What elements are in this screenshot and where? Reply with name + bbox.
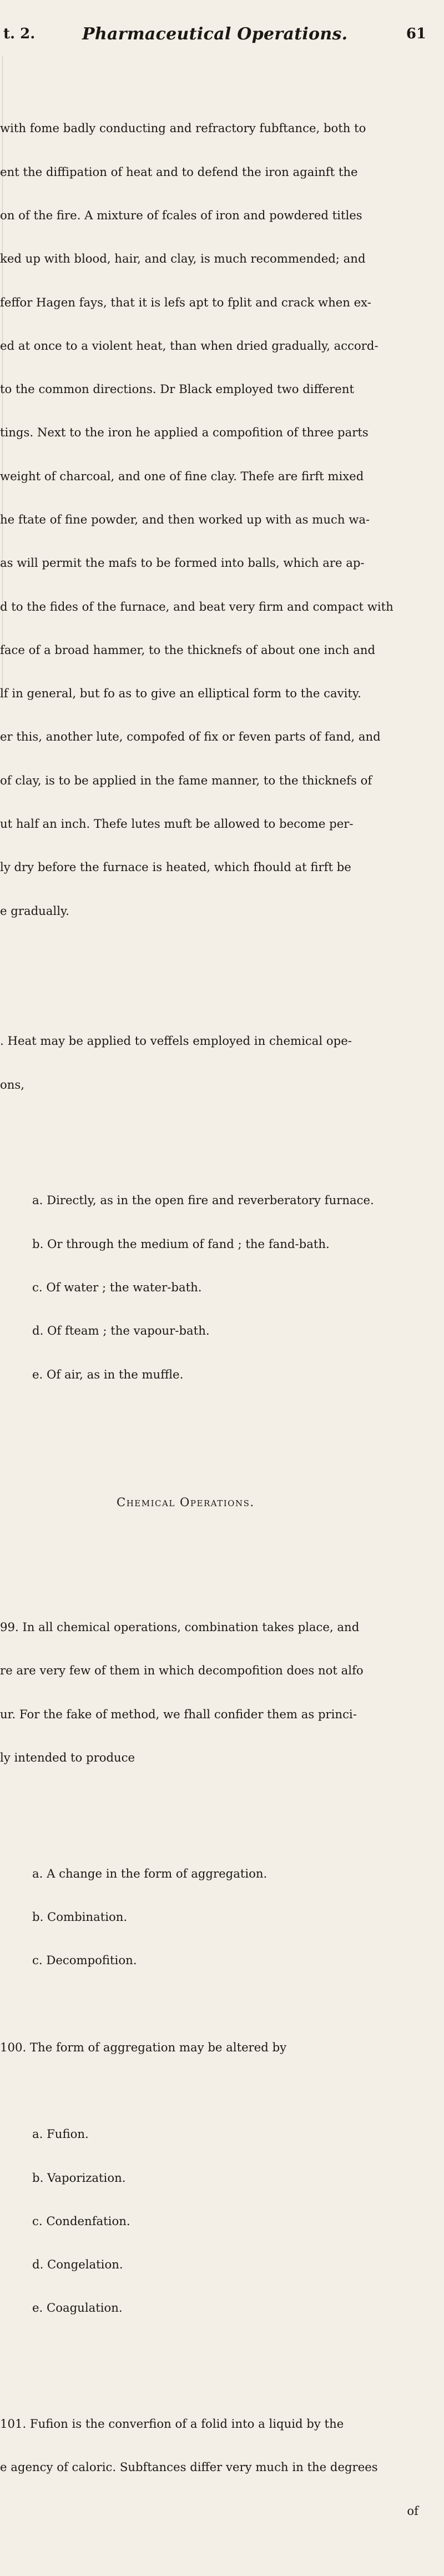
list-item: b. Or through the medium of fand ; the fand-bath. — [32, 1236, 330, 1251]
list-item: a. A change in the form of aggregation. — [32, 1866, 268, 1880]
text-line: weight of charcoal, and one of fine clay. Thefe are firft mixed — [0, 469, 364, 483]
paragraph-101 — [0, 2388, 434, 2547]
text-line: ent the diffipation of heat and to defend the iron againft the — [0, 164, 358, 179]
text-line: ons, — [0, 1077, 25, 1091]
text-line: ed at once to a violent heat, than when dried gradually, accord- — [0, 338, 379, 353]
page-body — [0, 49, 434, 2576]
text-line: e agency of caloric. Subftances differ very much in the degrees — [0, 2460, 378, 2474]
text-line: ut half an inch. Thefe lutes muft be allowed to become per- — [0, 816, 354, 831]
operation-purpose-list — [0, 1837, 434, 1996]
list-item: c. Condenfation. — [32, 2213, 130, 2228]
chapter-marker: t. 2. — [3, 26, 36, 42]
section-heading: Chemical Operations. — [117, 1495, 255, 1510]
text-line: on of the fire. A mixture of fcales of iron and powdered titles — [0, 208, 362, 223]
page-number: 61 — [406, 26, 426, 42]
paragraph-100: 100. The form of aggregation may be altered by — [0, 2040, 287, 2054]
list-item: b. Vaporization. — [32, 2170, 126, 2185]
text-line: . Heat may be applied to veffels employed in chemical ope- — [0, 1034, 352, 1048]
text-line: ly intended to produce — [0, 1750, 135, 1764]
spacer — [0, 1539, 434, 1548]
running-title: Pharmaceutical Operations. — [82, 24, 348, 44]
text-line: feffor Hagen fays, that it is lefs apt to fplit and crack when ex- — [0, 295, 371, 309]
text-line: as will permit the mafs to be formed into balls, which are ap- — [0, 556, 365, 570]
text-line: e gradually. — [0, 903, 69, 918]
text-line: he ftate of fine powder, and then worked up with as much wa- — [0, 512, 370, 526]
list-item: d. Of fteam ; the vapour-bath. — [32, 1324, 210, 1338]
text-line: ked up with blood, hair, and clay, is much recommended; and — [0, 251, 366, 266]
list-item: c. Of water ; the water-bath. — [32, 1280, 202, 1294]
text-line: ur. For the fake of method, we fhall confider them as princi- — [0, 1707, 357, 1721]
text-line: tings. Next to the iron he applied a compofition of three parts — [0, 425, 369, 440]
running-header — [0, 21, 433, 49]
paragraph-lute — [0, 92, 434, 947]
text-line: er this, another lute, compofed of fix or feven parts of fand, and — [0, 729, 381, 744]
text-line: 101. Fufion is the converfion of a folid into a liquid by the — [0, 2417, 344, 2431]
list-item: c. Decompofition. — [32, 1953, 137, 1968]
text-line: of clay, is to be applied in the fame manner, to the thicknefs of — [0, 773, 372, 787]
text-line: lf in general, but fo as to give an elliptical form to the cavity. — [0, 686, 361, 701]
spacer — [0, 1454, 434, 1466]
paragraph-heat — [0, 1005, 434, 1121]
text-line: 99. In all chemical operations, combination takes place, and — [0, 1620, 360, 1634]
text-line: to the common directions. Dr Black employed two different — [0, 382, 354, 396]
text-line: d to the fides of the furnace, and beat very firm and compact with — [0, 599, 393, 613]
text-line: ly dry before the furnace is heated, which fhould at firft be — [0, 860, 351, 874]
list-item: e. Coagulation. — [32, 2301, 123, 2315]
catchword: of — [407, 2503, 418, 2518]
paragraph-99 — [0, 1591, 434, 1794]
text-line: with fome badly conducting and refractory fubftance, both to — [0, 121, 366, 135]
heat-method-list — [0, 1164, 434, 1411]
list-item: b. Combination. — [32, 1909, 128, 1924]
list-item: a. Directly, as in the open fire and reverberatory furnace. — [32, 1193, 374, 1208]
aggregation-change-list — [0, 2098, 434, 2344]
text-line: re are very few of them in which decompofition does not alfo — [0, 1663, 364, 1678]
text-line: face of a broad hammer, to the thicknefs of about one inch and — [0, 642, 376, 657]
list-item: a. Fufion. — [32, 2127, 89, 2141]
list-item: e. Of air, as in the muffle. — [32, 1367, 184, 1381]
list-item: d. Congelation. — [32, 2257, 123, 2272]
